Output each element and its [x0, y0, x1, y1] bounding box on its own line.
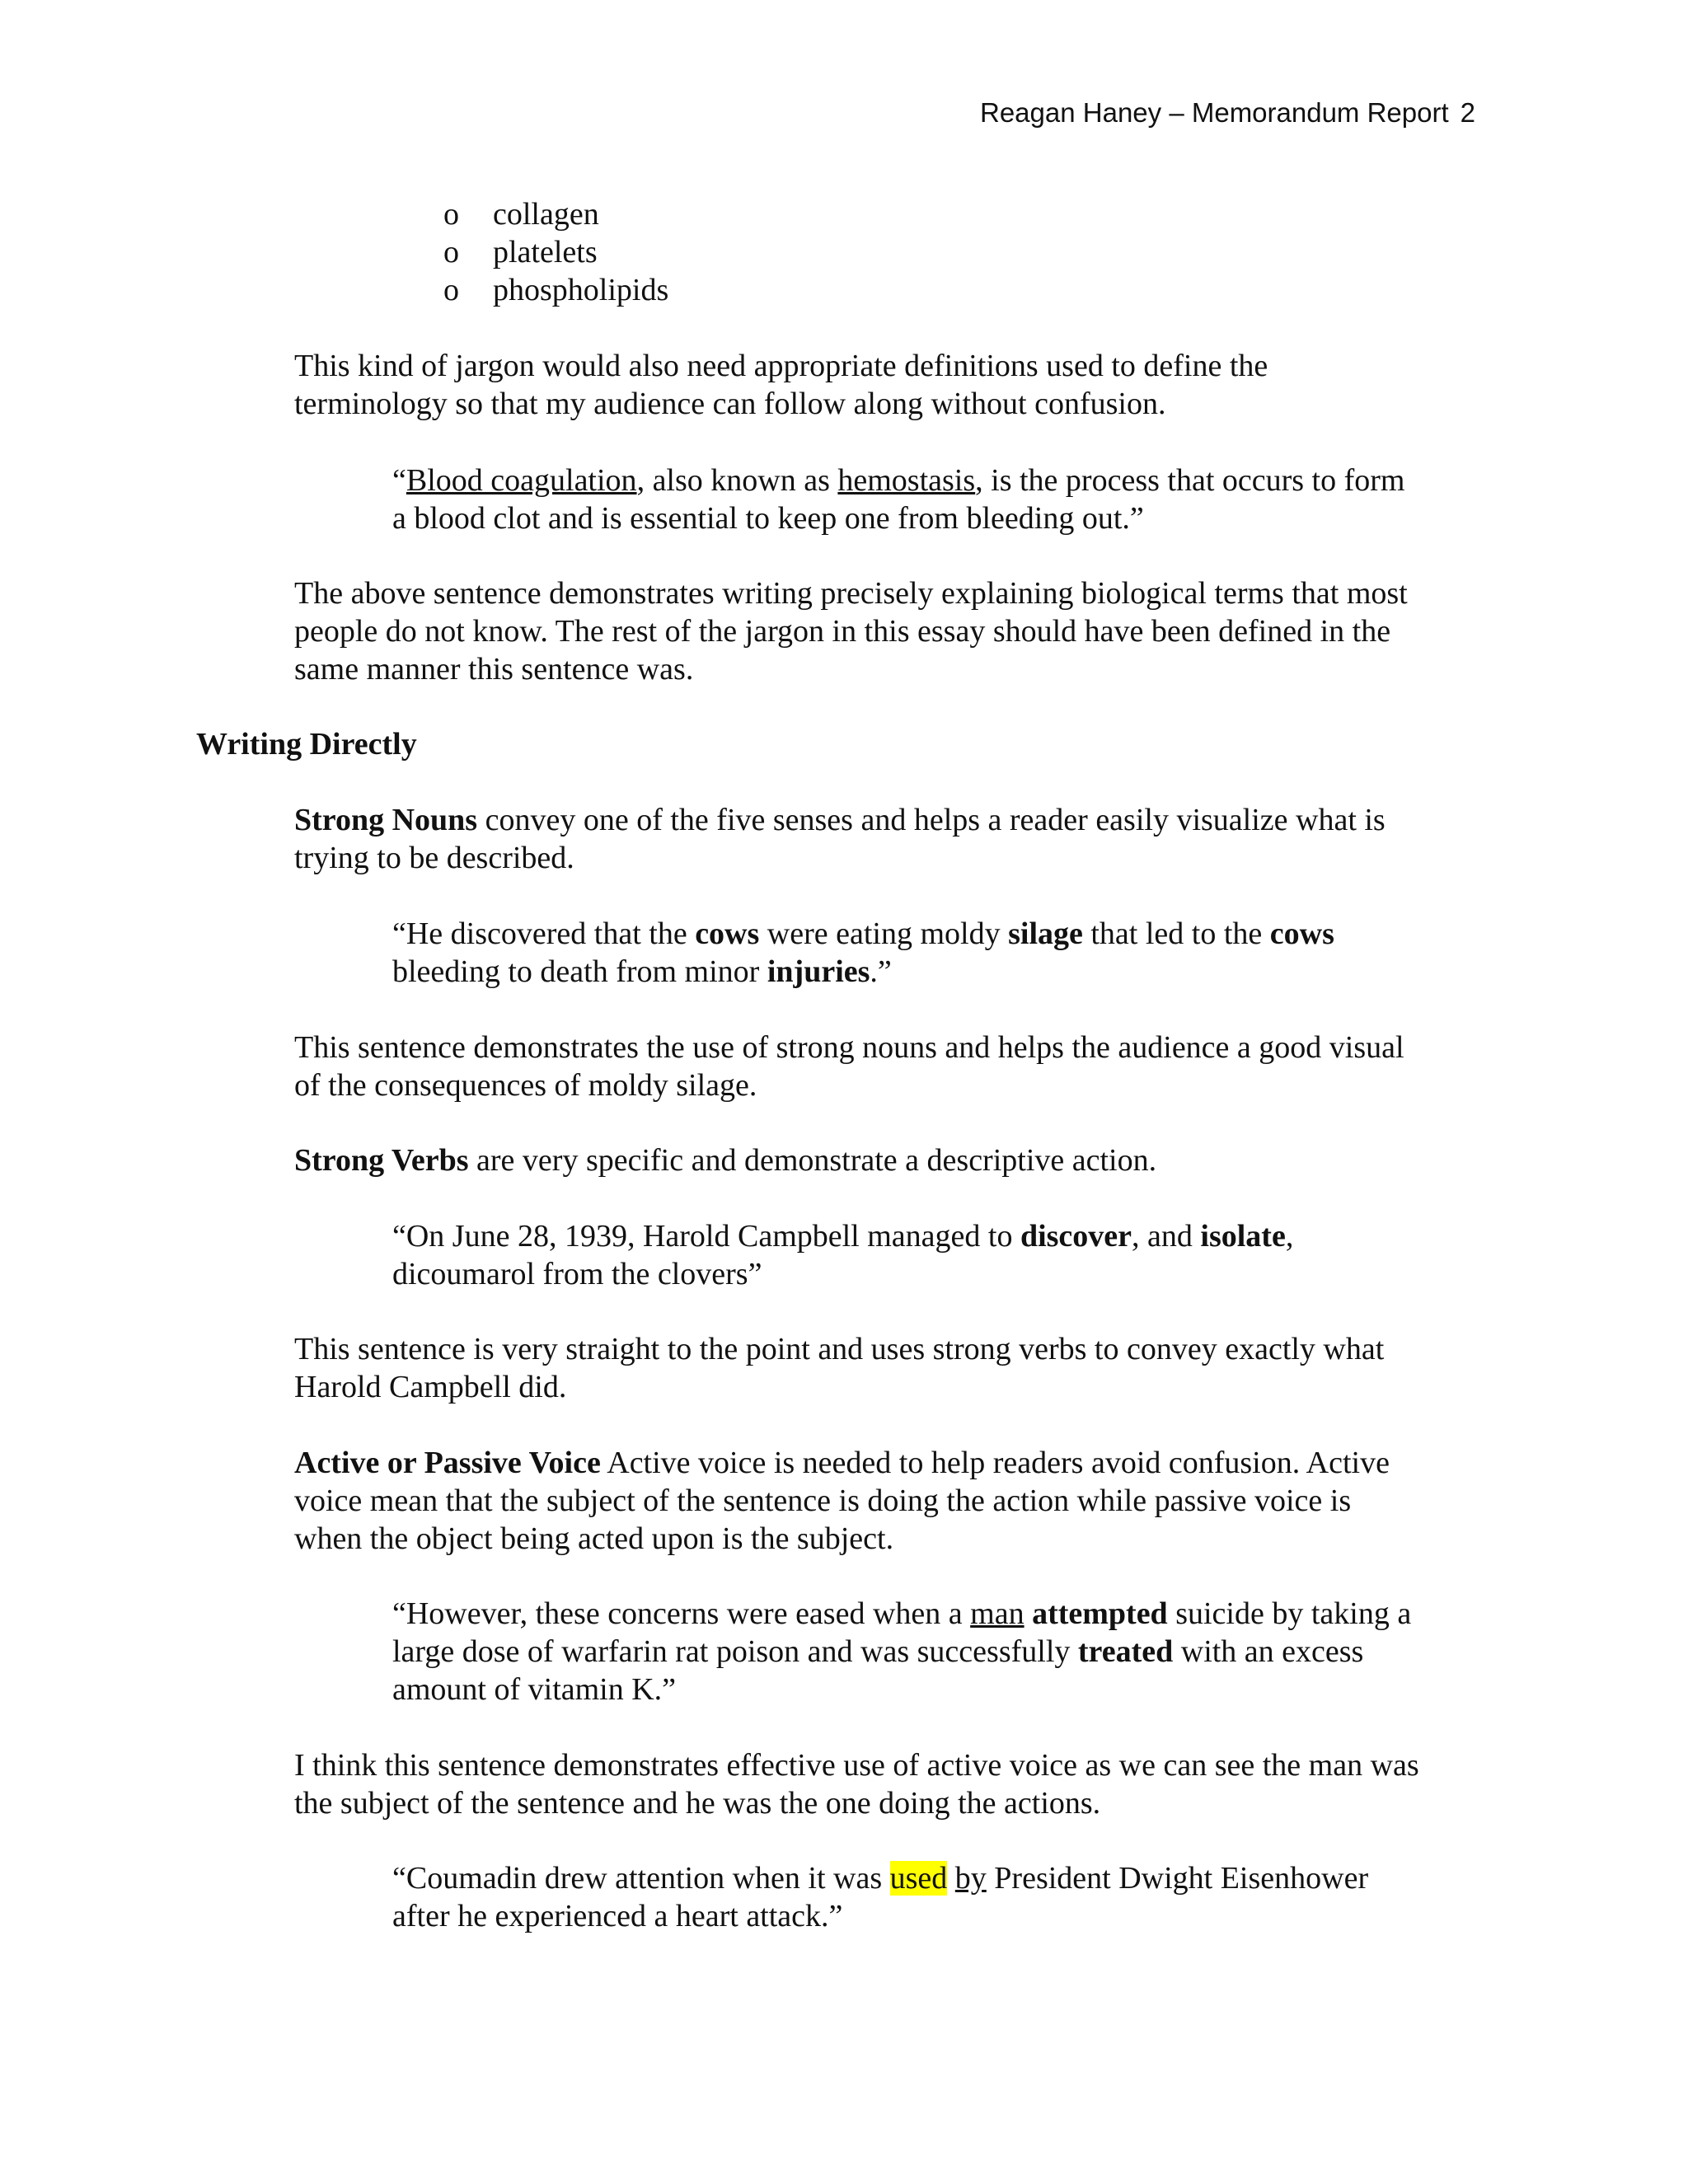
- bullet-text: platelets: [493, 235, 598, 269]
- paragraph-line: This sentence is very straight to the point and uses strong verbs to convey exactly what: [294, 1332, 1385, 1366]
- term-label: Active or Passive Voice: [294, 1446, 601, 1480]
- highlighted-word: used: [889, 1861, 948, 1896]
- quote-line: “Blood coagulation, also known as hemostasis, is the process that occurs to form: [392, 463, 1405, 498]
- paragraph-line: Harold Campbell did.: [294, 1370, 567, 1404]
- bullet-marker: o: [443, 235, 459, 269]
- paragraph-line: Strong Nouns convey one of the five senses and helps a reader easily visualize what is: [294, 803, 1386, 837]
- quote-line: amount of vitamin K.”: [392, 1672, 677, 1707]
- paragraph-line: when the object being acted upon is the subject.: [294, 1521, 894, 1556]
- header-title: Reagan Haney – Memorandum Report: [980, 97, 1449, 128]
- quote-line: a blood clot and is essential to keep one from bleeding out.”: [392, 501, 1144, 536]
- paragraph-line: This sentence demonstrates the use of strong nouns and helps the audience a good visual: [294, 1030, 1404, 1065]
- paragraph-line: voice mean that the subject of the sentence is doing the action while passive voice is: [294, 1483, 1352, 1518]
- quote-line: “He discovered that the cows were eating moldy silage that led to the cows: [392, 916, 1334, 951]
- quote-line: large dose of warfarin rat poison and was successfully treated with an excess: [392, 1634, 1364, 1669]
- bullet-text: phospholipids: [493, 273, 669, 307]
- quote-line: dicoumarol from the clovers”: [392, 1257, 762, 1291]
- paragraph-line: trying to be described.: [294, 841, 574, 875]
- quote-line: “Coumadin drew attention when it was used by President Dwight Eisenhower: [392, 1861, 1369, 1896]
- term-label: Strong Nouns: [294, 803, 478, 837]
- list-item: [443, 271, 668, 309]
- paragraph-line: Strong Verbs are very specific and demonstrate a descriptive action.: [294, 1143, 1157, 1178]
- quote-line: “On June 28, 1939, Harold Campbell managed to discover, and isolate,: [392, 1219, 1294, 1254]
- paragraph-line: same manner this sentence was.: [294, 652, 694, 687]
- bullet-text: collagen: [493, 197, 599, 232]
- term-blood-coagulation: Blood coagulation: [406, 463, 637, 498]
- term-hemostasis: hemostasis: [837, 463, 976, 498]
- page-header: [980, 97, 1475, 129]
- paragraph-line: people do not know. The rest of the jargon in this essay should have been defined in the: [294, 614, 1391, 649]
- paragraph-line: The above sentence demonstrates writing precisely explaining biological terms that most: [294, 576, 1408, 611]
- term-label: Strong Verbs: [294, 1143, 469, 1178]
- paragraph-line: the subject of the sentence and he was the one doing the actions.: [294, 1786, 1101, 1821]
- quote-line: bleeding to death from minor injuries.”: [392, 954, 892, 989]
- list-item: [443, 233, 598, 271]
- paragraph-line: terminology so that my audience can follow along without confusion.: [294, 387, 1166, 421]
- bullet-marker: o: [443, 273, 459, 307]
- page-number: 2: [1460, 97, 1475, 128]
- quote-line: after he experienced a heart attack.”: [392, 1899, 843, 1933]
- paragraph-line: Active or Passive Voice Active voice is needed to help readers avoid confusion. Active: [294, 1446, 1390, 1480]
- section-heading: Writing Directly: [196, 727, 417, 762]
- list-item: [443, 195, 599, 233]
- paragraph-line: of the consequences of moldy silage.: [294, 1068, 757, 1103]
- bullet-marker: o: [443, 197, 459, 232]
- paragraph-line: I think this sentence demonstrates effective use of active voice as we can see the man was: [294, 1748, 1419, 1783]
- quote-line: “However, these concerns were eased when a man attempted suicide by taking a: [392, 1596, 1412, 1631]
- paragraph-line: This kind of jargon would also need appropriate definitions used to define the: [294, 349, 1268, 383]
